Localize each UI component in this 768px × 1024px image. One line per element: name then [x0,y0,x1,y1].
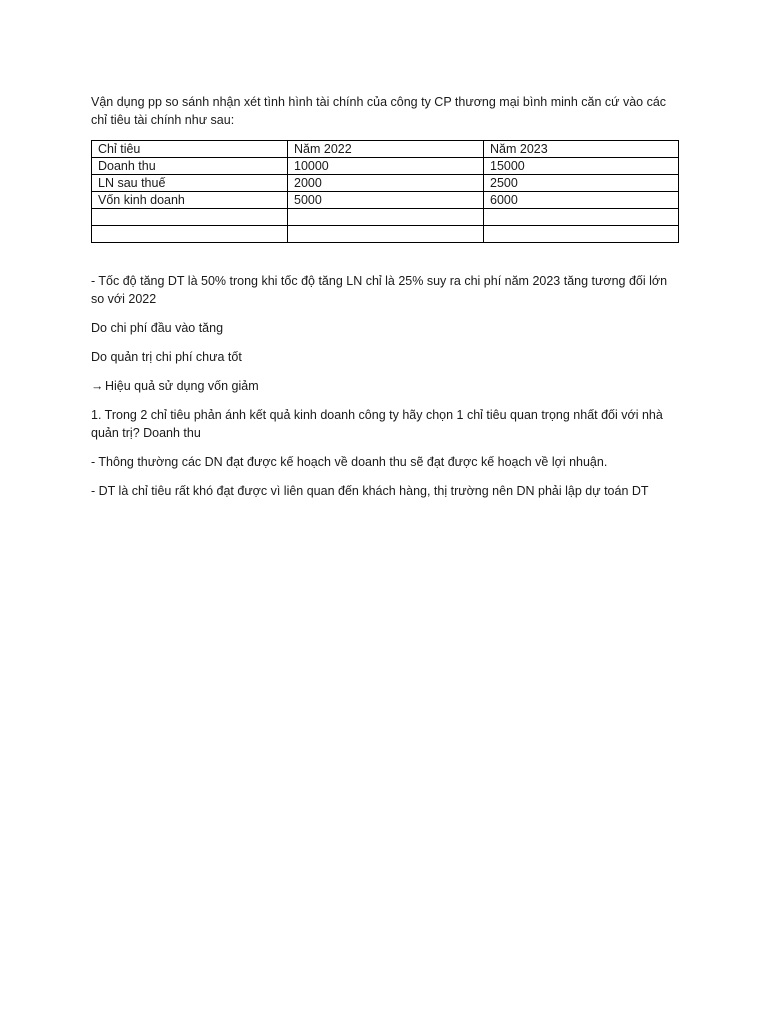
financial-table [91,140,679,243]
table-cell [288,209,484,226]
table-row-empty [92,209,679,226]
table-cell: 2000 [288,175,484,192]
table-row-empty [92,226,679,243]
table-row [92,175,679,192]
table-cell: Vốn kinh doanh [92,192,288,209]
table-cell: 15000 [484,158,679,175]
question-paragraph: 1. Trong 2 chỉ tiêu phản ánh kết quả kinh doanh công ty hãy chọn 1 chỉ tiêu quan trọng nhất đối với nhà quản trị? Doanh thu [91,408,663,440]
arrow-right-icon: → [91,379,104,393]
table-header-cell: Năm 2022 [288,141,484,158]
analysis-paragraph: - Tốc độ tăng DT là 50% trong khi tốc độ tăng LN chỉ là 25% suy ra chi phí năm 2023 tăng tương đối lớn so với 2022 [91,274,668,306]
conclusion-text: Hiệu quả sử dụng vốn giảm [105,379,259,393]
table-cell: Doanh thu [92,158,288,175]
table-header-cell: Chỉ tiêu [92,141,288,158]
table-header-row [92,141,679,158]
document-body [91,93,681,511]
table-header-cell: Năm 2023 [484,141,679,158]
table-cell [288,226,484,243]
conclusion-paragraph [91,377,681,395]
reason-paragraph: Do quản trị chi phí chưa tốt [91,350,242,364]
table-cell: 5000 [288,192,484,209]
table-cell [92,226,288,243]
explanation-paragraph: - DT là chỉ tiêu rất khó đạt được vì liên quan đến khách hàng, thị trường nên DN phải lập dự toán DT [91,484,649,498]
table-cell [484,209,679,226]
table-cell: 10000 [288,158,484,175]
table-cell: 6000 [484,192,679,209]
table-row [92,192,679,209]
intro-paragraph: Vận dụng pp so sánh nhận xét tình hình tài chính của công ty CP thương mại bình minh căn cứ vào các chỉ tiêu tài chính như sau: [91,95,667,127]
reason-paragraph: Do chi phí đầu vào tăng [91,321,224,335]
table-cell [484,226,679,243]
table-cell [92,209,288,226]
table-cell: 2500 [484,175,679,192]
table-row [92,158,679,175]
table-cell: LN sau thuế [92,175,288,192]
explanation-paragraph: - Thông thường các DN đạt được kế hoạch về doanh thu sẽ đạt được kế hoạch về lợi nhuận. [91,455,608,469]
